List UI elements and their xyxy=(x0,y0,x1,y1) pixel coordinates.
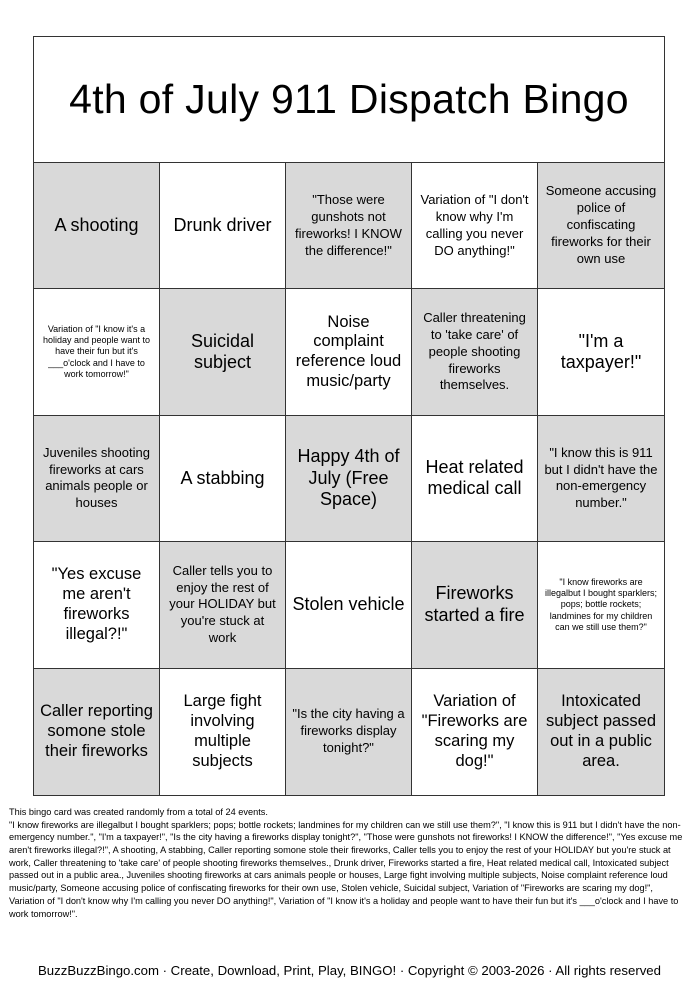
site-footer: BuzzBuzzBingo.com · Create, Download, Print, Play, BINGO! · Copyright © 2003-2026 · All rights reserved xyxy=(38,963,661,978)
bingo-cell: A stabbing xyxy=(160,416,286,542)
bingo-cell: Caller reporting somone stole their fireworks xyxy=(34,669,160,795)
bingo-cell: Drunk driver xyxy=(160,163,286,289)
bingo-cell: "Those were gunshots not fireworks! I KNOW the difference!" xyxy=(286,163,412,289)
bingo-cell: "I'm a taxpayer!" xyxy=(538,289,664,415)
bingo-cell: A shooting xyxy=(34,163,160,289)
bingo-cell: Variation of "I know it's a holiday and people want to have their fun but it's ___o'clock and I have to work tomorrow!" xyxy=(34,289,160,415)
bingo-cell: "Yes excuse me aren't fireworks illegal?!" xyxy=(34,542,160,668)
bingo-card xyxy=(33,36,665,796)
bingo-cell: "I know fireworks are illegalbut I bought sparklers; pops; bottle rockets; landmines for my children can we still use them?" xyxy=(538,542,664,668)
bingo-cell: Noise complaint reference loud music/party xyxy=(286,289,412,415)
bingo-cell: Fireworks started a fire xyxy=(412,542,538,668)
bingo-cell: Heat related medical call xyxy=(412,416,538,542)
bingo-cell: Suicidal subject xyxy=(160,289,286,415)
bingo-cell: Caller tells you to enjoy the rest of your HOLIDAY but you're stuck at work xyxy=(160,542,286,668)
bingo-cell: Someone accusing police of confiscating fireworks for their own use xyxy=(538,163,664,289)
notes-intro: This bingo card was created randomly from a total of 24 events. xyxy=(9,807,268,817)
bingo-cell: "I know this is 911 but I didn't have the non-emergency number." xyxy=(538,416,664,542)
notes-event-list: "I know fireworks are illegalbut I bought sparklers; pops; bottle rockets; landmines for my children can we still use them?", "I know this is 911 but I didn't have the non-emergency number.", "I'm a taxpayer!", "Is the city having a fireworks display tonight?", "Those were gunshots not fireworks! I KNOW the difference!", "Yes excuse me aren't fireworks illegal?!", A shooting, A stabbing, Caller reporting somone stole their fireworks, Caller tells you to enjoy the rest of your HOLIDAY but you're stuck at work, Caller threatening to 'take care' of people shooting fireworks themselves., Drunk driver, Fireworks started a fire, Heat related medical call, Intoxicated subject passed out in a public area., Juveniles shooting fireworks at cars animals people or houses, Large fight involving multiple subjects, Noise complaint reference loud music/party, Someone accusing police of confiscating fireworks for their own use, Stolen vehicle, Suicidal subject, Variation of "Fireworks are scaring my dog!", Variation of "I don't know why I'm calling you never DO anything!", Variation of "I know it's a holiday and people want to have their fun but it's ___o'clock and I have to work tomorrow!". xyxy=(9,819,683,919)
bingo-cell: Juveniles shooting fireworks at cars animals people or houses xyxy=(34,416,160,542)
event-notes xyxy=(9,806,691,920)
card-title: 4th of July 911 Dispatch Bingo xyxy=(34,37,664,163)
bingo-cell: Variation of "I don't know why I'm calling you never DO anything!" xyxy=(412,163,538,289)
bingo-cell: Intoxicated subject passed out in a public area. xyxy=(538,669,664,795)
bingo-cell: Large fight involving multiple subjects xyxy=(160,669,286,795)
bingo-cell: "Is the city having a fireworks display tonight?" xyxy=(286,669,412,795)
bingo-cell: Caller threatening to 'take care' of people shooting fireworks themselves. xyxy=(412,289,538,415)
bingo-cell: Variation of "Fireworks are scaring my dog!" xyxy=(412,669,538,795)
bingo-cell: Stolen vehicle xyxy=(286,542,412,668)
bingo-cell: Happy 4th of July (Free Space) xyxy=(286,416,412,542)
bingo-grid xyxy=(34,163,664,795)
